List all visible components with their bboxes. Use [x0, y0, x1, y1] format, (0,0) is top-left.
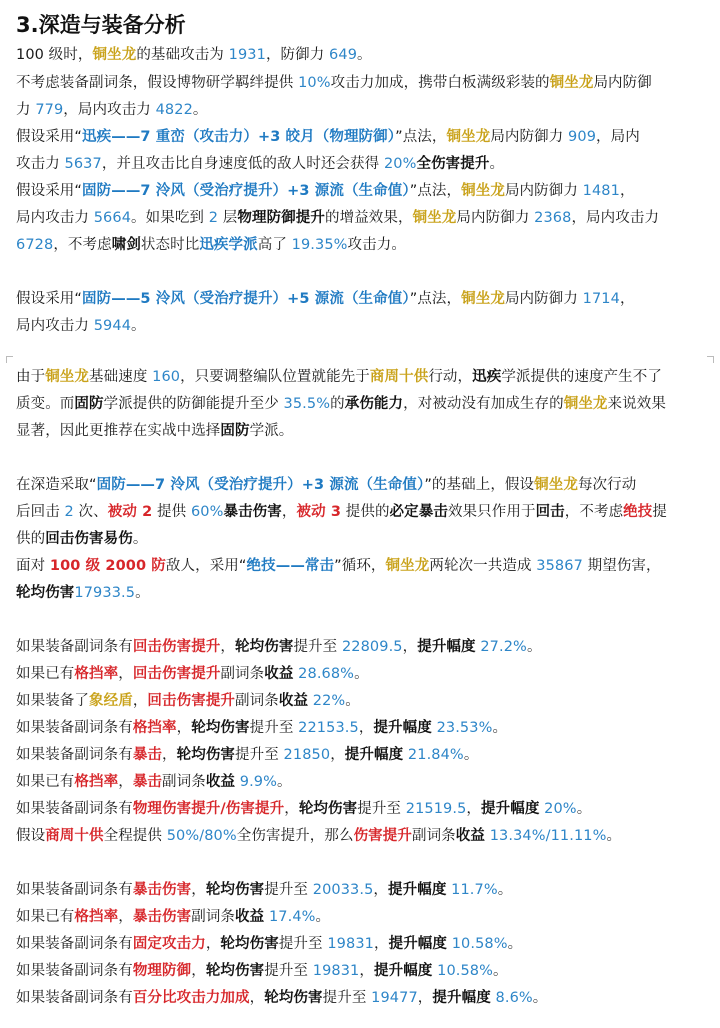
- text-fragment: 收益: [205, 774, 236, 790]
- hero-name: 铜坐龙: [412, 210, 457, 226]
- text-fragment: 全伤害提升，那么: [236, 828, 354, 844]
- paragraph-counter-line2: [16, 499, 706, 526]
- text-fragment: 格挡率: [74, 774, 119, 790]
- text-fragment: 在深造采取“: [16, 477, 97, 493]
- text-fragment: 提升幅度: [344, 747, 404, 763]
- text-fragment: ，: [205, 936, 221, 952]
- text-fragment: 格挡率: [132, 720, 177, 736]
- paragraph-expected-damage-line1: [16, 553, 706, 580]
- text-fragment: 回击伤害提升: [147, 693, 236, 709]
- text-fragment: 局内攻击力: [16, 318, 94, 334]
- text-fragment: ，对被动没有加成生存的: [403, 396, 564, 412]
- text-fragment: ，: [220, 639, 236, 655]
- list-item: [16, 796, 706, 823]
- text-fragment: 。: [345, 693, 360, 709]
- build-name: 固防——7 泠风（受治疗提升）+3 源流（生命值）: [82, 183, 410, 199]
- paragraph-guard-build-line2: [16, 205, 706, 232]
- text-fragment: 。: [463, 747, 479, 763]
- text-fragment: 160: [152, 369, 181, 385]
- text-fragment: ”点法，: [409, 183, 462, 199]
- text-fragment: 物理防御: [132, 963, 192, 979]
- text-fragment: 状态时比: [140, 237, 200, 253]
- text-fragment: 提升至: [235, 747, 284, 763]
- text-fragment: 行动，: [428, 369, 473, 385]
- text-fragment: 649: [329, 47, 358, 63]
- list-item: [16, 742, 706, 769]
- text-fragment: 副词条: [411, 828, 456, 844]
- text-fragment: 收益: [278, 693, 309, 709]
- text-fragment: 全程提供: [103, 828, 167, 844]
- text-fragment: 来说效果: [607, 396, 666, 412]
- text-fragment: 固防: [74, 396, 104, 412]
- text-fragment: 固防: [220, 423, 250, 439]
- text-fragment: 轮均伤害: [191, 720, 250, 736]
- text-fragment: ，: [330, 747, 345, 763]
- text-fragment: 如果装备了: [16, 693, 89, 709]
- build-name: 固防——5 泠风（受治疗提升）+5 源流（生命值）: [82, 291, 410, 307]
- text-fragment: ”点法，: [409, 291, 462, 307]
- text-fragment: 提升幅度: [481, 801, 540, 817]
- text-fragment: 22809.5: [341, 639, 403, 655]
- text-fragment: 8.6%: [495, 990, 533, 1006]
- build-name: 固防——7 泠风（受治疗提升）+3 源流（生命值）: [96, 477, 425, 493]
- text-fragment: 。: [526, 639, 542, 655]
- text-fragment: 提升幅度: [388, 882, 447, 898]
- text-fragment: 局内攻击力: [16, 210, 94, 226]
- text-fragment: 轮均伤害: [205, 882, 265, 898]
- text-fragment: 35.5%: [283, 396, 331, 412]
- text-fragment: 。: [135, 585, 150, 601]
- hero-name: 铜坐龙: [549, 75, 594, 91]
- hero-name: 铜坐龙: [92, 47, 137, 63]
- text-fragment: 。: [131, 318, 146, 334]
- text-fragment: 。: [277, 774, 292, 790]
- text-fragment: 22153.5: [298, 720, 359, 736]
- text-fragment: ，局内: [596, 129, 640, 145]
- text-fragment: 绝技——常击: [246, 558, 335, 574]
- text-fragment: 暴击: [132, 747, 163, 763]
- list-item: [16, 715, 706, 742]
- text-fragment: 1931: [228, 47, 266, 63]
- text-fragment: 轮均伤害: [205, 963, 265, 979]
- paragraph-guard-build2-line1: [16, 286, 706, 313]
- text-fragment: 假设采用“: [16, 291, 83, 307]
- text-fragment: ，: [402, 639, 418, 655]
- text-fragment: 不考虑装备副词条，假设博物研学羁绊提供: [16, 75, 299, 91]
- text-fragment: 局内防御力: [504, 291, 583, 307]
- list-item: [16, 634, 706, 661]
- text-fragment: ，不考虑: [53, 237, 112, 253]
- text-fragment: 敌人，采用“: [165, 558, 247, 574]
- text-fragment: 副词条: [162, 774, 206, 790]
- text-fragment: 面对: [16, 558, 50, 574]
- text-fragment: ，: [619, 291, 635, 307]
- text-fragment: 伤害提升: [353, 828, 412, 844]
- paragraph-recommendation-line3: [16, 418, 706, 445]
- text-fragment: 学派提供的速度产生不了: [501, 369, 662, 385]
- text-fragment: 909: [568, 129, 597, 145]
- text-fragment: 暴击: [132, 774, 163, 790]
- list-item: [16, 688, 706, 715]
- text-fragment: 回击伤害提升: [132, 666, 221, 682]
- text-fragment: 迅疾: [472, 369, 502, 385]
- text-fragment: 象经盾: [89, 693, 133, 709]
- text-fragment: ”点法，: [395, 129, 447, 145]
- text-fragment: ”循环，: [334, 558, 386, 574]
- paragraph-swift-build-line2: [16, 151, 706, 178]
- text-fragment: 回击伤害易伤: [45, 531, 133, 547]
- text-fragment: 10.58%: [437, 963, 494, 979]
- text-fragment: ，: [284, 801, 299, 817]
- text-fragment: ，: [359, 963, 374, 979]
- text-fragment: 100 级 2000 防: [49, 558, 166, 574]
- hero-name: 铜坐龙: [385, 558, 430, 574]
- text-fragment: 轮均伤害: [220, 936, 279, 952]
- text-fragment: ，: [358, 720, 374, 736]
- text-fragment: ，: [118, 909, 133, 925]
- hero-name: 铜坐龙: [534, 477, 578, 493]
- text-fragment: 提升至: [264, 963, 313, 979]
- text-fragment: 如果装备副词条有: [16, 882, 133, 898]
- text-fragment: ，不考虑: [564, 504, 624, 520]
- paragraph-guard-build2-line2: [16, 313, 706, 340]
- text-fragment: 100 级时，: [16, 47, 93, 63]
- text-fragment: 效果只作用于: [447, 504, 536, 520]
- text-fragment: 局内防御力: [456, 210, 535, 226]
- text-fragment: 。: [315, 909, 331, 925]
- hero-name: 铜坐龙: [461, 183, 505, 199]
- text-fragment: ，: [619, 183, 635, 199]
- text-fragment: 13.34%/11.11%: [489, 828, 607, 844]
- text-fragment: ，: [191, 963, 206, 979]
- text-fragment: 如果装备副词条有: [16, 639, 133, 655]
- text-fragment: 全伤害提升: [416, 156, 490, 172]
- text-fragment: 17933.5: [74, 585, 136, 601]
- text-fragment: 779: [35, 102, 64, 118]
- text-fragment: 提升幅度: [374, 963, 433, 979]
- text-fragment: 提升至: [357, 801, 406, 817]
- text-fragment: 提升至: [249, 720, 299, 736]
- text-fragment: 供的: [16, 531, 46, 547]
- section-title: 3.深造与装备分析: [16, 13, 186, 37]
- text-fragment: ，: [417, 990, 433, 1006]
- text-fragment: ，: [118, 774, 133, 790]
- text-fragment: 被动 3: [296, 504, 342, 520]
- list-item: [16, 904, 706, 931]
- list-item: [16, 931, 706, 958]
- text-fragment: 提升至: [264, 882, 313, 898]
- text-fragment: 轮均伤害: [176, 747, 236, 763]
- list-item: [16, 661, 706, 688]
- text-fragment: 。: [532, 990, 548, 1006]
- text-fragment: 19.35%: [291, 237, 348, 253]
- text-fragment: 。如果吃到: [131, 210, 209, 226]
- text-fragment: 回击伤害提升: [132, 639, 221, 655]
- text-fragment: 提升幅度: [373, 720, 432, 736]
- text-fragment: 学派提供的防御能提升至少: [103, 396, 284, 412]
- text-fragment: ，只要调整编队位置就能先于: [180, 369, 370, 385]
- text-fragment: 19831: [327, 936, 374, 952]
- text-fragment: 1714: [582, 291, 620, 307]
- text-fragment: 提供: [152, 504, 191, 520]
- paragraph-counter-line3: [16, 526, 706, 553]
- list-item: [16, 823, 706, 850]
- text-fragment: 20%: [544, 801, 577, 817]
- text-fragment: 迅疾学派: [199, 237, 258, 253]
- text-fragment: 啸剑: [111, 237, 141, 253]
- text-fragment: 提升至: [322, 990, 372, 1006]
- text-fragment: 格挡率: [74, 666, 119, 682]
- text-fragment: 19831: [312, 963, 360, 979]
- text-fragment: 百分比攻击力加成: [132, 990, 250, 1006]
- text-fragment: 。: [192, 102, 208, 118]
- text-fragment: 的增益效果，: [325, 210, 413, 226]
- text-fragment: 。: [497, 882, 513, 898]
- text-fragment: 的: [330, 396, 345, 412]
- text-fragment: 50%/80%: [166, 828, 237, 844]
- text-fragment: 由于: [16, 369, 46, 385]
- text-fragment: 提: [652, 504, 667, 520]
- paragraph-swift-build-line1: [16, 124, 706, 151]
- text-fragment: 暴击伤害: [132, 909, 192, 925]
- list-item: [16, 958, 706, 985]
- list-item: [16, 877, 706, 904]
- text-fragment: 提升幅度: [388, 936, 447, 952]
- text-fragment: 被动 2: [107, 504, 153, 520]
- text-fragment: 11.7%: [451, 882, 498, 898]
- text-fragment: ，防御力: [265, 47, 330, 63]
- text-fragment: 20%: [383, 156, 417, 172]
- text-fragment: 轮均伤害: [235, 639, 294, 655]
- text-fragment: 21.84%: [407, 747, 464, 763]
- text-fragment: 局内防御力: [504, 183, 583, 199]
- paragraph-no-substat-line2: [16, 97, 706, 124]
- text-fragment: 质变。而: [16, 396, 75, 412]
- text-fragment: ，并且攻击比自身速度低的敌人时还会获得: [101, 156, 384, 172]
- text-fragment: 副词条: [191, 909, 236, 925]
- text-fragment: 物理伤害提升/伤害提升: [132, 801, 285, 817]
- text-fragment: 如果已有: [16, 909, 75, 925]
- text-fragment: 19477: [371, 990, 418, 1006]
- text-fragment: 如果已有: [16, 666, 75, 682]
- paragraph-expected-damage-line2: [16, 580, 706, 607]
- text-fragment: 期望伤害，: [582, 558, 661, 574]
- text-fragment: 必定暴击: [389, 504, 448, 520]
- text-fragment: 暴击伤害: [223, 504, 282, 520]
- text-fragment: 。: [606, 828, 622, 844]
- paragraph-recommendation-line1: [16, 364, 706, 391]
- text-fragment: 每次行动: [577, 477, 637, 493]
- text-fragment: ，: [132, 693, 148, 709]
- text-fragment: 。: [493, 963, 508, 979]
- text-fragment: 副词条: [220, 666, 265, 682]
- text-fragment: ，: [118, 666, 133, 682]
- text-fragment: ，: [191, 882, 206, 898]
- text-fragment: 攻击力。: [347, 237, 406, 253]
- text-fragment: 力: [16, 102, 36, 118]
- text-fragment: 攻击力加成，携带白板满级彩装的: [330, 75, 550, 91]
- text-fragment: 轮均伤害: [16, 585, 75, 601]
- text-fragment: 基础速度: [89, 369, 153, 385]
- text-fragment: 轮均伤害: [264, 990, 323, 1006]
- text-fragment: 。: [576, 801, 592, 817]
- text-fragment: 如果装备副词条有: [16, 990, 133, 1006]
- paragraph-guard-build-line3: [16, 232, 706, 259]
- text-fragment: 60%: [190, 504, 224, 520]
- list-item: [16, 769, 706, 796]
- text-fragment: 。: [507, 936, 523, 952]
- text-fragment: 回击: [535, 504, 565, 520]
- text-fragment: 局内防御: [593, 75, 652, 91]
- text-fragment: ，: [373, 936, 389, 952]
- paragraph-counter-line1: [16, 472, 706, 499]
- text-fragment: 提升幅度: [432, 990, 491, 1006]
- text-fragment: 。: [489, 156, 505, 172]
- text-fragment: ，: [466, 801, 482, 817]
- text-fragment: 暴击伤害: [132, 882, 192, 898]
- text-fragment: 23.53%: [436, 720, 493, 736]
- text-fragment: 35867: [536, 558, 583, 574]
- text-fragment: 如果装备副词条有: [16, 747, 133, 763]
- paragraph-no-substat-line1: [16, 70, 706, 97]
- paragraph-base-stats: [16, 42, 706, 69]
- text-fragment: 两轮次一共造成: [429, 558, 537, 574]
- text-fragment: 提升幅度: [417, 639, 476, 655]
- list-item: [16, 985, 706, 1012]
- text-fragment: ，: [249, 990, 265, 1006]
- text-fragment: 21850: [283, 747, 331, 763]
- text-fragment: 5944: [93, 318, 132, 334]
- paragraph-guard-build-line1: [16, 178, 706, 205]
- text-fragment: 承伤能力: [344, 396, 404, 412]
- hero-name: 铜坐龙: [45, 369, 90, 385]
- text-fragment: 20033.5: [312, 882, 374, 898]
- text-fragment: 攻击力: [16, 156, 65, 172]
- text-fragment: 固定攻击力: [132, 936, 206, 952]
- text-fragment: 。: [132, 531, 148, 547]
- text-fragment: 高了: [257, 237, 292, 253]
- text-fragment: 提升至: [293, 639, 342, 655]
- text-fragment: 层: [218, 210, 238, 226]
- text-fragment: 。: [492, 720, 508, 736]
- text-fragment: 物理防御提升: [237, 210, 325, 226]
- text-fragment: 6728: [16, 237, 54, 253]
- text-fragment: 副词条: [235, 693, 279, 709]
- text-fragment: 17.4%: [268, 909, 316, 925]
- text-fragment: 后回击: [16, 504, 65, 520]
- text-fragment: 假设采用“: [16, 183, 83, 199]
- text-fragment: 9.9%: [239, 774, 278, 790]
- text-fragment: 次、: [73, 504, 108, 520]
- text-fragment: 局内防御力: [490, 129, 569, 145]
- text-fragment: 1481: [582, 183, 620, 199]
- text-fragment: 。: [354, 666, 369, 682]
- text-fragment: ，: [162, 747, 177, 763]
- hero-name: 铜坐龙: [446, 129, 491, 145]
- text-fragment: 4822: [155, 102, 193, 118]
- text-fragment: 假设采用“: [16, 129, 83, 145]
- text-fragment: 28.68%: [298, 666, 355, 682]
- text-fragment: 如果装备副词条有: [16, 963, 133, 979]
- text-fragment: 2: [208, 210, 219, 226]
- text-fragment: 2: [64, 504, 74, 520]
- text-fragment: ，: [373, 882, 389, 898]
- text-fragment: 收益: [235, 909, 265, 925]
- text-fragment: 如果装备副词条有: [16, 720, 133, 736]
- text-fragment: 学派。: [249, 423, 294, 439]
- text-fragment: ”的基础上，假设: [424, 477, 535, 493]
- text-fragment: 假设: [16, 828, 46, 844]
- text-fragment: 的基础攻击为: [136, 47, 229, 63]
- text-fragment: 如果装备副词条有: [16, 936, 133, 952]
- section-corner-mark: [6, 356, 13, 363]
- text-fragment: 21519.5: [405, 801, 467, 817]
- text-fragment: ，: [176, 720, 192, 736]
- text-fragment: 格挡率: [74, 909, 119, 925]
- section-corner-mark: [707, 356, 714, 363]
- text-fragment: 提升至: [278, 936, 328, 952]
- text-fragment: 27.2%: [480, 639, 527, 655]
- text-fragment: 轮均伤害: [298, 801, 358, 817]
- text-fragment: ，局内攻击力: [571, 210, 660, 226]
- text-fragment: 5664: [93, 210, 132, 226]
- text-fragment: 如果已有: [16, 774, 75, 790]
- hero-name: 铜坐龙: [563, 396, 608, 412]
- build-name: 迅疾——7 重峦（攻击力）+3 皎月（物理防御）: [82, 129, 396, 145]
- text-fragment: 提供的: [341, 504, 390, 520]
- text-fragment: 10%: [298, 75, 331, 91]
- text-fragment: 22%: [312, 693, 346, 709]
- paragraph-recommendation-line2: [16, 391, 706, 418]
- text-fragment: 如果装备副词条有: [16, 801, 133, 817]
- text-fragment: 收益: [264, 666, 294, 682]
- text-fragment: 。: [357, 47, 372, 63]
- text-fragment: 商周十供: [45, 828, 104, 844]
- text-fragment: 绝技: [623, 504, 653, 520]
- text-fragment: 商周十供: [369, 369, 429, 385]
- hero-name: 铜坐龙: [461, 291, 505, 307]
- text-fragment: 收益: [455, 828, 485, 844]
- text-fragment: 10.58%: [451, 936, 508, 952]
- text-fragment: 5637: [64, 156, 102, 172]
- text-fragment: ，: [281, 504, 297, 520]
- text-fragment: 显著，因此更推荐在实战中选择: [16, 423, 221, 439]
- text-fragment: 2368: [534, 210, 572, 226]
- text-fragment: ，局内攻击力: [63, 102, 156, 118]
